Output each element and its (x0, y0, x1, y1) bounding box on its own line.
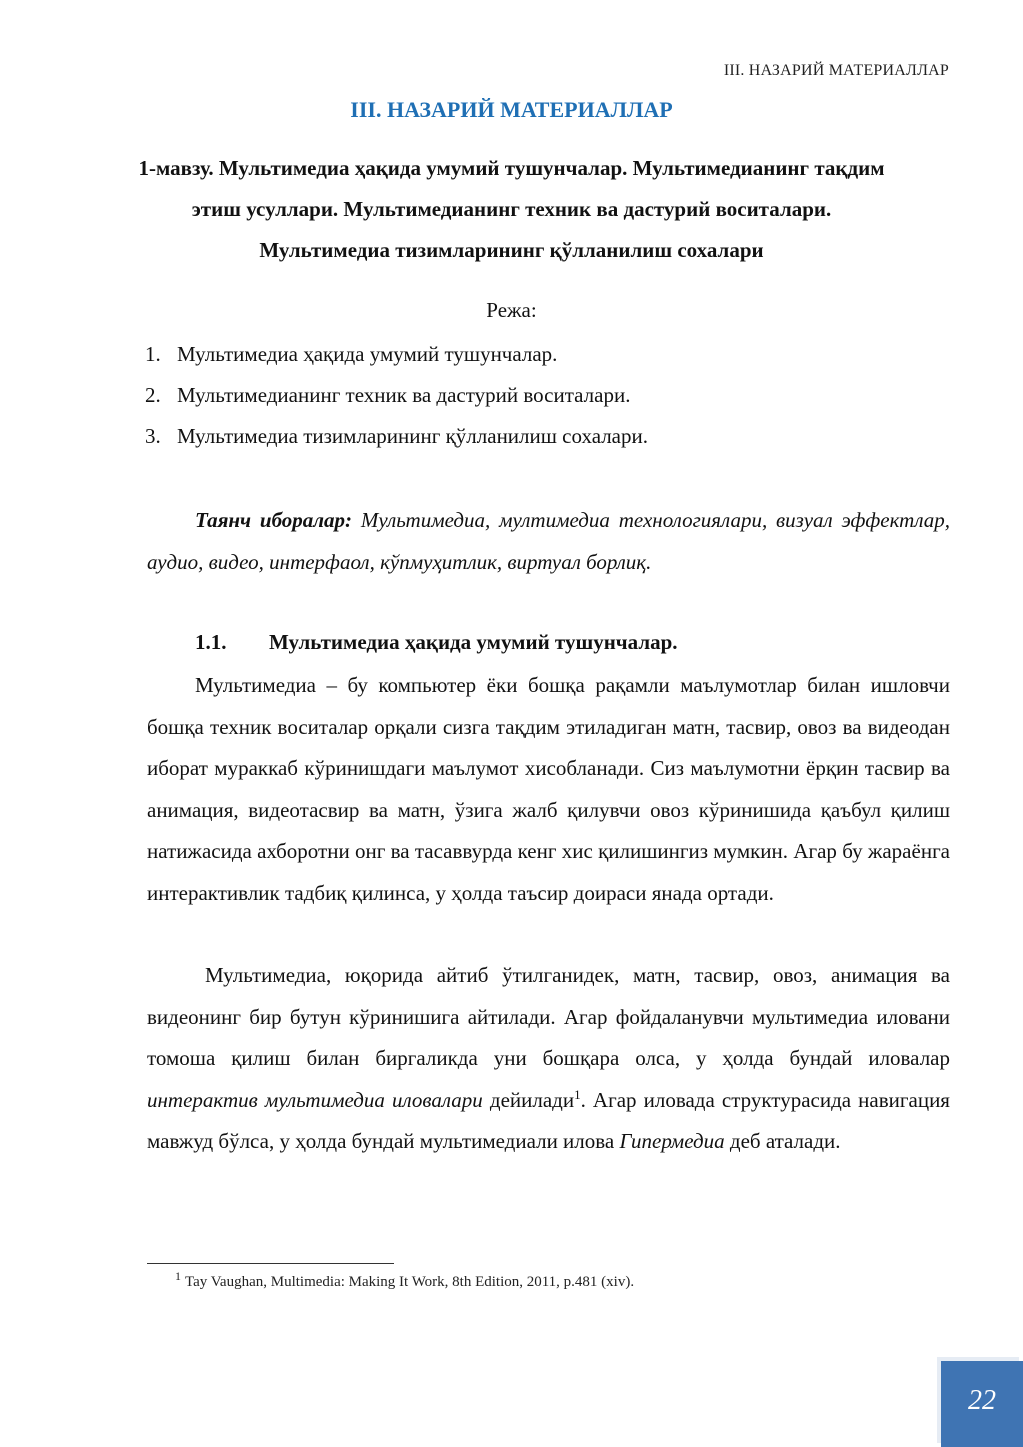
footnote-text: Tay Vaughan, Multimedia: Making It Work, 8th Edition, 2011, p.481 (xiv). (185, 1274, 635, 1290)
paragraph-text: деб аталади. (724, 1129, 841, 1153)
paragraph-text: . Агар иловада структурасида навигация мавжуд бўлса, у ҳолда бундай мультимедиали илова (147, 1087, 950, 1153)
subsection-heading (195, 630, 678, 655)
body-paragraph-2 (147, 955, 950, 1163)
running-header: III. НАЗАРИЙ МАТЕРИАЛЛАР (723, 62, 949, 79)
plan-item-number: 2. (145, 383, 161, 407)
page-number-badge (941, 1361, 1023, 1447)
topic-title: 1-мавзу. Мультимедиа ҳақида умумий тушунчалар. Мультимедианинг тақдим этиш усуллари. Мультимедианинг техник ва дастурий воситалари. Мультимедиа тизимларининг қўлланилиш сохалари (138, 156, 885, 262)
paragraph-text: дейилади (482, 1087, 575, 1112)
keywords-text: Мультимедиа, мултимедиа технологиялари, визуал эффектлар, аудио, видео, интерфаол, кўпмуҳитлик, виртуал борлиқ. (147, 508, 950, 574)
plan-item-text: Мультимедиа ҳақида умумий тушунчалар. (177, 342, 558, 366)
page-number: 22 (968, 1385, 996, 1416)
term-interactive-multimedia: интерактив мультимедиа иловалари (147, 1087, 483, 1112)
paragraph-text: Мультимедиа, юқорида айтиб ўтилганидек, матн, тасвир, овоз, анимация ва видеонинг бир бутун кўринишига айтилади. Агар фойдаланувчи мультимедиа иловани томоша қилиш билан биргаликда уни бошқара олса, у ҳолда бундай иловалар (147, 963, 950, 1070)
footnote-reference[interactable]: 1 (574, 1086, 581, 1102)
section-title: III. НАЗАРИЙ МАТЕРИАЛЛАР (350, 97, 673, 122)
keywords-label: Таянч иборалар: (195, 508, 353, 532)
plan-item-number: 3. (145, 424, 161, 448)
footnote-divider (147, 1263, 394, 1264)
subsection-title: Мультимедиа ҳақида умумий тушунчалар. (269, 630, 678, 654)
term-hypermedia: Гипермедиа (619, 1129, 725, 1153)
plan-item-text: Мультимедиа тизимларининг қўлланилиш сохалари. (177, 424, 648, 448)
keywords-paragraph (147, 500, 950, 583)
body-paragraph-1: Мультимедиа – бу компьютер ёки бошқа рақамли маълумотлар билан ишловчи бошқа техник воситалар орқали сизга тақдим этиладиган матн, тасвир, овоз ва видеодан иборат мураккаб кўринишдаги маълумот хисобланади. Сиз маълумотни ёрқин тасвир ва анимация, видеотасвир ва матн, ўзига жалб қилувчи овоз кўринишида қаъбул қилиш натижасида ахборотни онг ва тасаввурда кенг хис қилишингиз мумкин. Агар бу жараёнга интерактивлик тадбиқ қилинса, у ҳолда таъсир доираси янада ортади. (147, 673, 950, 905)
footnote (175, 1269, 635, 1291)
plan-label: Режа: (486, 298, 537, 322)
plan-item (145, 381, 648, 422)
plan-list (145, 340, 648, 463)
plan-item (145, 340, 648, 381)
plan-item-text: Мультимедианинг техник ва дастурий воситалари. (177, 383, 631, 407)
subsection-number: 1.1. (195, 630, 227, 654)
plan-item (145, 422, 648, 463)
footnote-marker: 1 (175, 1269, 181, 1283)
plan-item-number: 1. (145, 342, 161, 366)
